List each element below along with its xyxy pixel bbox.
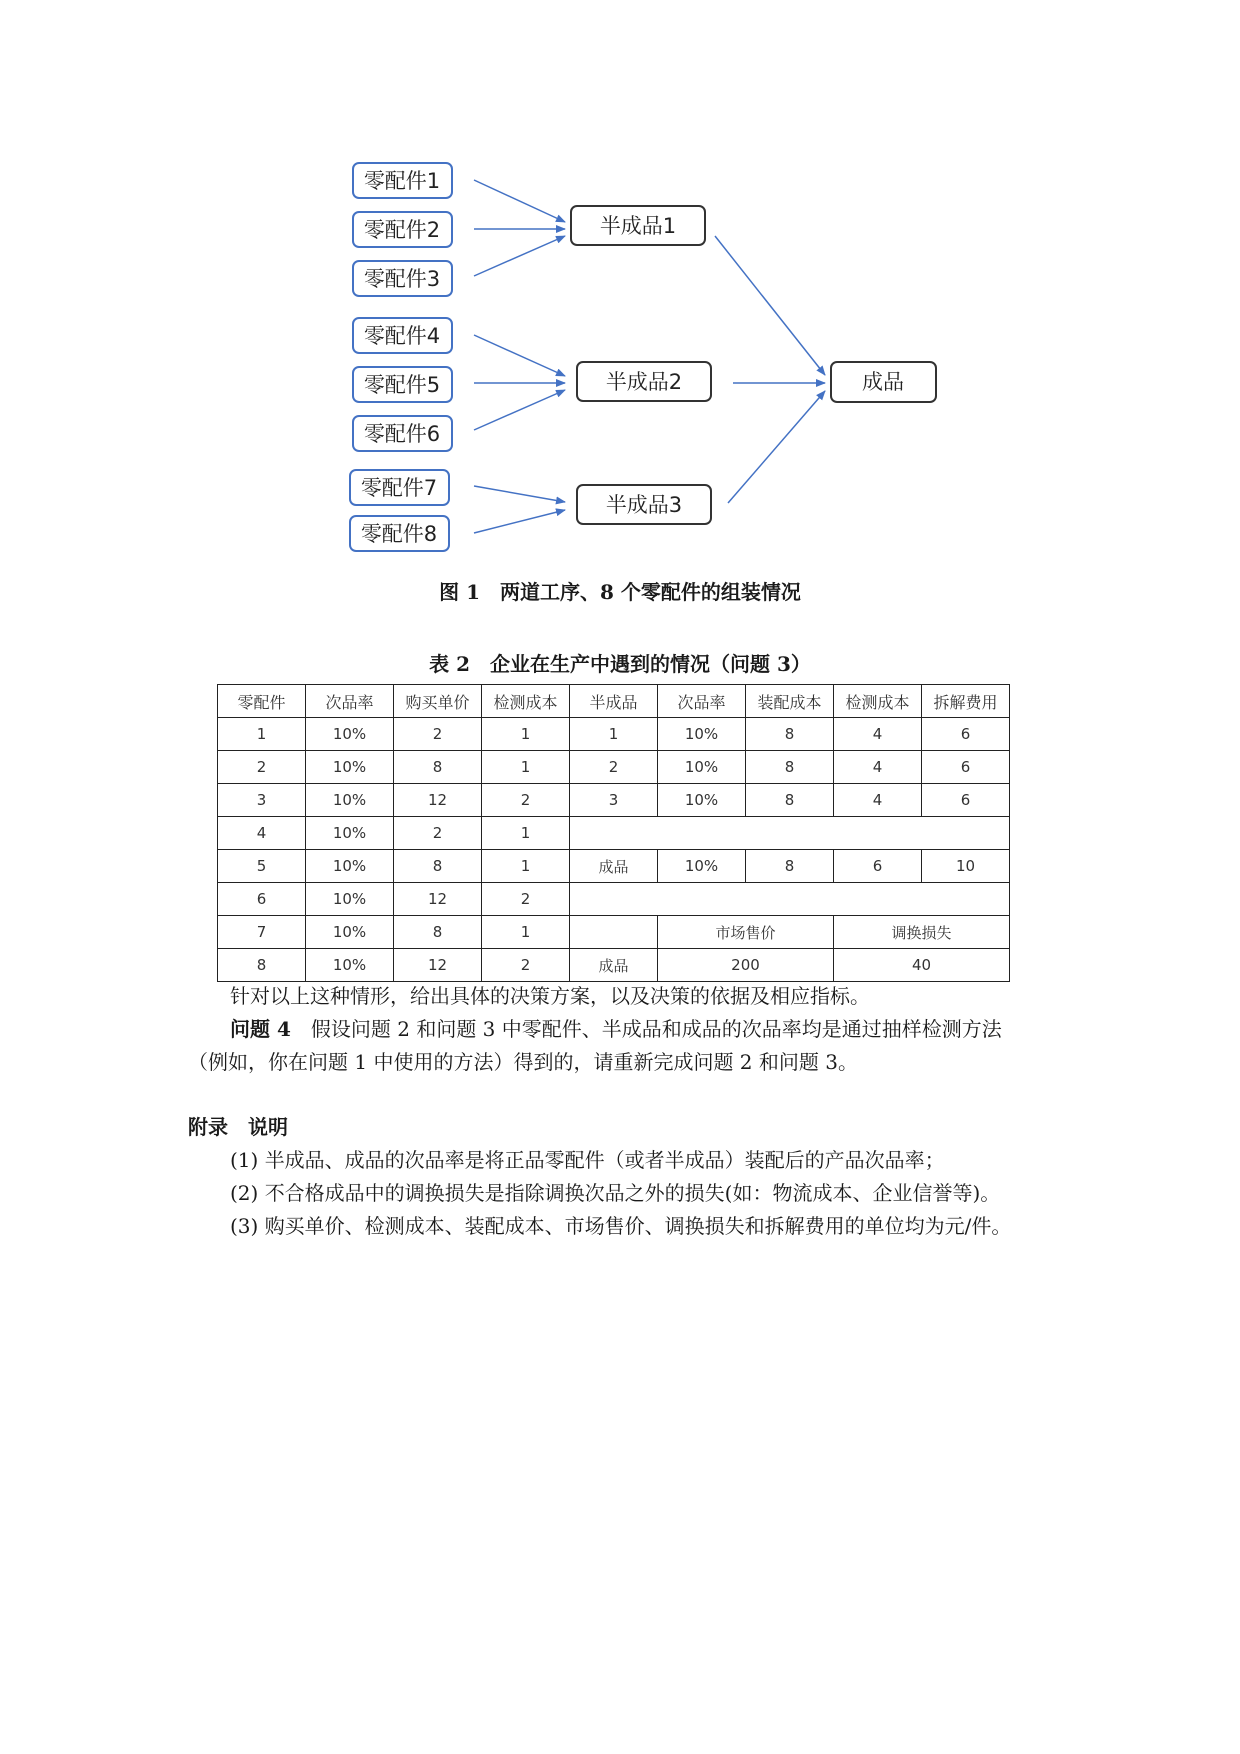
header-cell: 次品率 <box>658 685 746 718</box>
table-cell: 8 <box>746 850 834 883</box>
table-cell: 10% <box>658 718 746 751</box>
header-cell: 装配成本 <box>746 685 834 718</box>
semi-node-3 <box>577 485 711 524</box>
table-cell: 10% <box>306 751 394 784</box>
figure1-caption: 图 1 两道工序、8 个零配件的组装情况 <box>439 580 801 604</box>
table2 <box>217 684 1010 982</box>
part-node-6 <box>353 416 452 451</box>
svg-text:零配件8: 零配件8 <box>360 522 438 546</box>
table-cell: 8 <box>394 850 482 883</box>
table-cell: 8 <box>746 784 834 817</box>
table-empty-cell <box>570 817 1010 850</box>
svg-text:半成品1: 半成品1 <box>599 214 677 238</box>
table-cell: 10% <box>306 817 394 850</box>
table-cell: 调换损失 <box>834 916 1010 949</box>
question4-label: 问题 4 <box>230 1017 291 1041</box>
table-row <box>218 817 1010 850</box>
table-row <box>218 718 1010 751</box>
table-cell: 10% <box>306 718 394 751</box>
table-row <box>218 949 1010 982</box>
svg-text:成品: 成品 <box>862 370 904 394</box>
table-cell: 1 <box>482 817 570 850</box>
table-cell: 5 <box>218 850 306 883</box>
svg-text:零配件6: 零配件6 <box>363 422 441 446</box>
table-cell: 6 <box>834 850 922 883</box>
product-node <box>831 362 936 402</box>
table-cell: 12 <box>394 784 482 817</box>
svg-text:零配件2: 零配件2 <box>363 218 441 242</box>
table-cell: 1 <box>482 850 570 883</box>
appendix-note-2: (2) 不合格成品中的调换损失是指除调换次品之外的损失(如：物流成本、企业信誉等)。 <box>230 1181 1001 1205</box>
svg-text:零配件1: 零配件1 <box>363 169 441 193</box>
table-cell: 10% <box>306 949 394 982</box>
svg-text:零配件3: 零配件3 <box>363 267 441 291</box>
table-cell: 2 <box>482 784 570 817</box>
table-cell: 8 <box>746 751 834 784</box>
edge-part4-semi2 <box>474 335 565 376</box>
table-cell: 8 <box>746 718 834 751</box>
part-node-8 <box>350 516 449 551</box>
table-cell: 10% <box>306 850 394 883</box>
table-row <box>218 850 1010 883</box>
table-cell: 2 <box>394 718 482 751</box>
table-cell: 8 <box>218 949 306 982</box>
table-cell: 4 <box>834 784 922 817</box>
table-cell: 4 <box>834 751 922 784</box>
edge-part7-semi3 <box>474 486 565 502</box>
table-cell: 1 <box>482 751 570 784</box>
part-node-5 <box>353 367 452 402</box>
table-cell: 3 <box>570 784 658 817</box>
table-cell: 1 <box>570 718 658 751</box>
table-cell: 6 <box>922 784 1010 817</box>
svg-text:半成品2: 半成品2 <box>605 370 683 394</box>
appendix-note-1: (1) 半成品、成品的次品率是将正品零配件（或者半成品）装配后的产品次品率； <box>230 1148 945 1172</box>
table-cell: 10 <box>922 850 1010 883</box>
appendix-title: 附录 说明 <box>188 1115 288 1139</box>
table-row <box>218 916 1010 949</box>
table-cell: 6 <box>218 883 306 916</box>
edge-part6-semi2 <box>474 390 565 430</box>
table-cell: 10% <box>306 883 394 916</box>
table-row <box>218 883 1010 916</box>
table-cell: 8 <box>394 751 482 784</box>
table-empty-cell <box>570 916 658 949</box>
question4-text: 假设问题 2 和问题 3 中零配件、半成品和成品的次品率均是通过抽样检测方法 <box>310 1017 1002 1041</box>
header-cell: 零配件 <box>218 685 306 718</box>
header-cell: 检测成本 <box>834 685 922 718</box>
table-cell: 7 <box>218 916 306 949</box>
table-cell: 10% <box>658 751 746 784</box>
header-cell: 半成品 <box>570 685 658 718</box>
part-node-7 <box>350 470 449 505</box>
semi-node-2 <box>577 362 711 401</box>
edge-semi1-product <box>715 236 825 375</box>
table-cell: 8 <box>394 916 482 949</box>
header-cell: 检测成本 <box>482 685 570 718</box>
table-cell: 成品 <box>570 850 658 883</box>
table-empty-cell <box>570 883 1010 916</box>
question4-line1 <box>230 1013 1002 1046</box>
part-node-3 <box>353 261 452 296</box>
svg-text:零配件7: 零配件7 <box>360 476 438 500</box>
edge-part1-semi1 <box>474 180 565 222</box>
question4-line2: （例如，你在问题 1 中使用的方法）得到的，请重新完成问题 2 和问题 3。 <box>188 1050 858 1074</box>
part-node-4 <box>353 318 452 353</box>
header-cell: 拆解费用 <box>922 685 1010 718</box>
table-cell: 6 <box>922 718 1010 751</box>
header-cell: 购买单价 <box>394 685 482 718</box>
table-cell: 6 <box>922 751 1010 784</box>
table-cell: 2 <box>570 751 658 784</box>
edge-semi3-product <box>728 391 825 503</box>
part-node-2 <box>353 212 452 247</box>
table-cell: 2 <box>394 817 482 850</box>
svg-text:零配件4: 零配件4 <box>363 324 441 348</box>
table-cell: 10% <box>658 850 746 883</box>
svg-text:半成品3: 半成品3 <box>605 493 683 517</box>
table-cell: 40 <box>834 949 1010 982</box>
table-cell: 2 <box>218 751 306 784</box>
table-cell: 成品 <box>570 949 658 982</box>
table-cell: 1 <box>482 916 570 949</box>
table-cell: 1 <box>218 718 306 751</box>
header-cell: 次品率 <box>306 685 394 718</box>
table-cell: 3 <box>218 784 306 817</box>
edge-part3-semi1 <box>474 236 565 276</box>
table-cell: 2 <box>482 949 570 982</box>
table-cell: 200 <box>658 949 834 982</box>
table-cell: 10% <box>306 916 394 949</box>
table-cell: 10% <box>658 784 746 817</box>
table-cell: 12 <box>394 883 482 916</box>
assembly-diagram <box>0 0 1240 570</box>
table2-caption: 表 2 企业在生产中遇到的情况（问题 3） <box>429 652 811 676</box>
table-row <box>218 751 1010 784</box>
appendix-note-3: (3) 购买单价、检测成本、装配成本、市场售价、调换损失和拆解费用的单位均为元/件。 <box>230 1214 1012 1238</box>
svg-text:零配件5: 零配件5 <box>363 373 441 397</box>
table-cell: 4 <box>218 817 306 850</box>
table-cell: 1 <box>482 718 570 751</box>
paragraph-decision: 针对以上这种情形，给出具体的决策方案，以及决策的依据及相应指标。 <box>230 984 870 1008</box>
table-row <box>218 784 1010 817</box>
table-cell: 市场售价 <box>658 916 834 949</box>
table-cell: 12 <box>394 949 482 982</box>
table-cell: 4 <box>834 718 922 751</box>
edge-part8-semi3 <box>474 510 565 533</box>
semi-node-1 <box>571 206 705 245</box>
table-header-row <box>218 685 1010 718</box>
table-cell: 2 <box>482 883 570 916</box>
part-node-1 <box>353 163 452 198</box>
table-cell: 10% <box>306 784 394 817</box>
